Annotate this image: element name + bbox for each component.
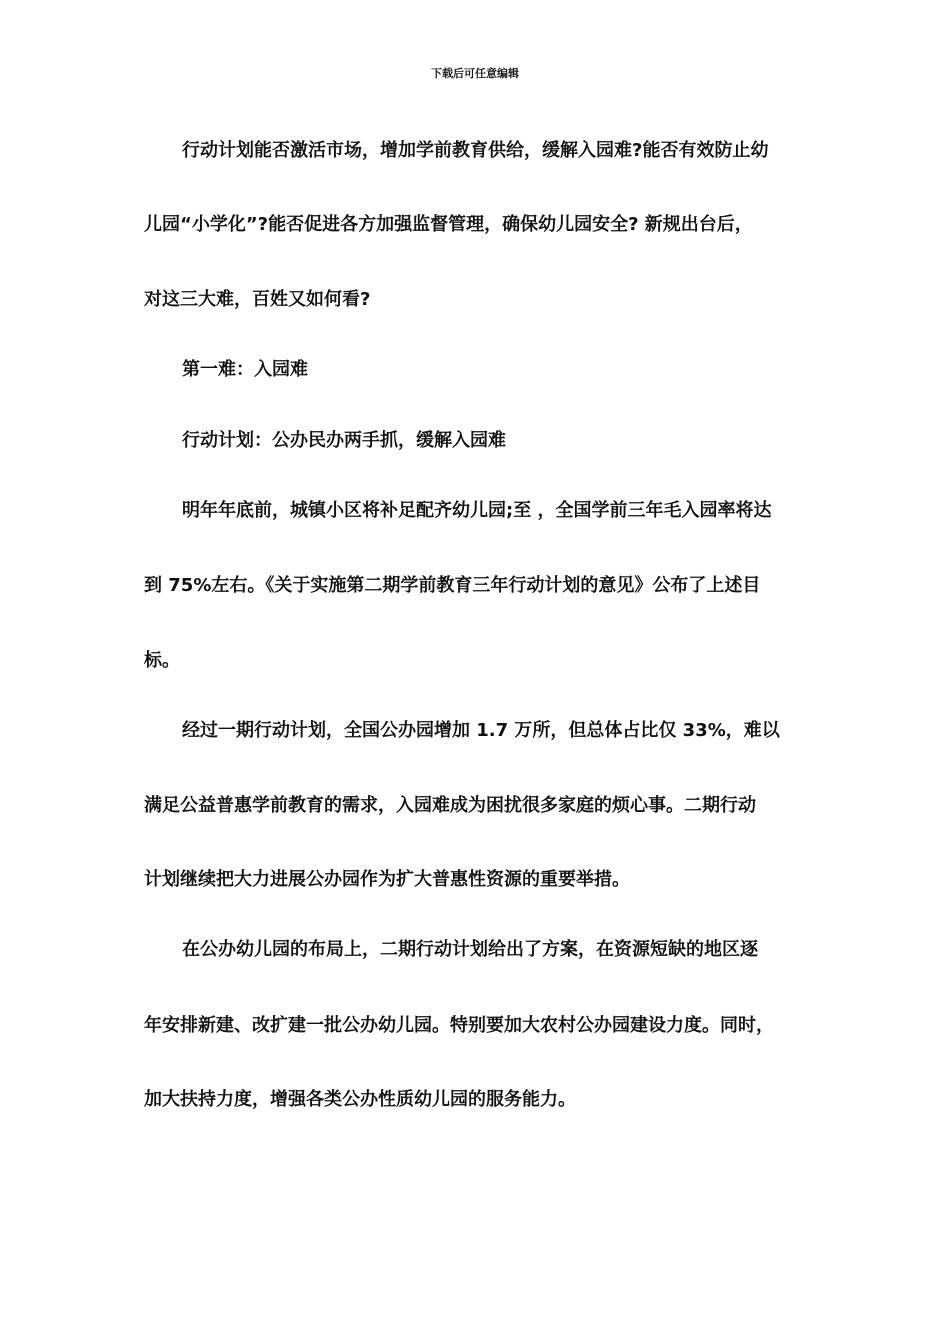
paragraph-2-line-1: 明年年底前，城镇小区将补足配齐幼儿园;至 ，全国学前三年毛入园率将达: [182, 500, 772, 521]
paragraph-1-line-1: 行动计划能否激活市场，增加学前教育供给，缓解入园难?能否有效防止幼: [182, 140, 769, 161]
section-heading: 第一难：入园难: [182, 359, 308, 380]
paragraph-2-line-2: 到 75%左右。《关于实施第二期学前教育三年行动计划的意见》公布了上述目: [144, 575, 761, 596]
paragraph-2-line-3: 标。: [144, 650, 180, 671]
paragraph-3-line-1: 经过一期行动计划，全国公办园增加 1.7 万所，但总体占比仅 33%，难以: [182, 720, 780, 741]
paragraph-1-line-2: 儿园“小学化”?能否促进各方加强监督管理，确保幼儿园安全? 新规出台后，: [144, 214, 753, 235]
page-header: 下载后可任意编辑: [431, 67, 519, 80]
paragraph-4-line-2: 年安排新建、改扩建一批公办幼儿园。特别要加大农村公办园建设力度。同时，: [144, 1015, 774, 1036]
paragraph-3-line-3: 计划继续把大力进展公办园作为扩大普惠性资源的重要举措。: [144, 869, 630, 890]
section-subheading: 行动计划：公办民办两手抓，缓解入园难: [182, 430, 506, 451]
paragraph-1-line-3: 对这三大难，百姓又如何看?: [144, 289, 371, 310]
paragraph-4-line-1: 在公办幼儿园的布局上，二期行动计划给出了方案，在资源短缺的地区逐: [182, 939, 758, 960]
paragraph-4-line-3: 加大扶持力度，增强各类公办性质幼儿园的服务能力。: [144, 1089, 576, 1110]
paragraph-3-line-2: 满足公益普惠学前教育的需求，入园难成为困扰很多家庭的烦心事。二期行动: [144, 795, 756, 816]
